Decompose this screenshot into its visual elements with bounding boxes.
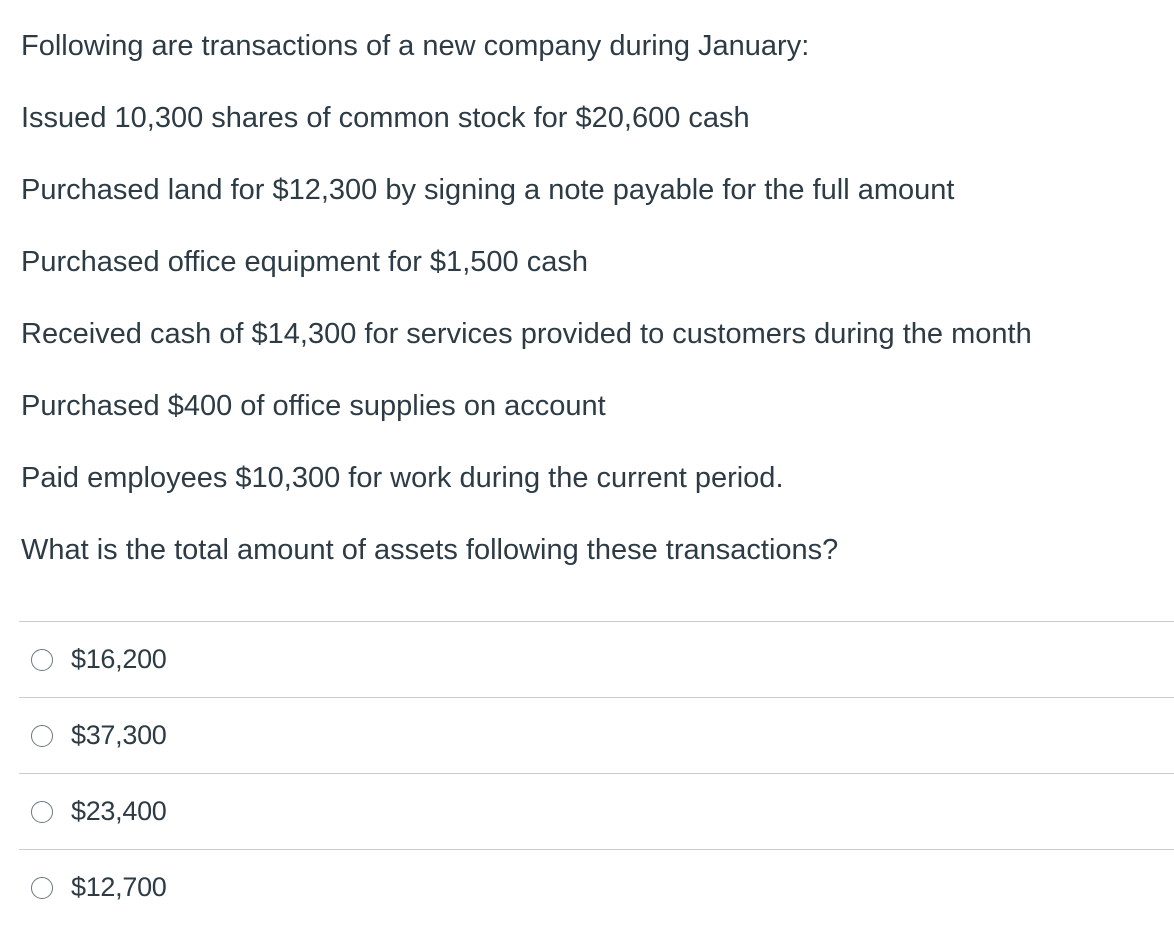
transaction-item: Purchased land for $12,300 by signing a note payable for the full amount [21, 174, 955, 206]
answer-option[interactable] [19, 850, 1174, 925]
question-intro: Following are transactions of a new company during January: [21, 30, 810, 62]
answer-list [19, 621, 1174, 925]
radio-button[interactable] [31, 877, 53, 899]
radio-button[interactable] [31, 801, 53, 823]
answer-option[interactable] [19, 774, 1174, 850]
transaction-item: Issued 10,300 shares of common stock for $20,600 cash [21, 102, 750, 134]
transaction-item: Purchased $400 of office supplies on account [21, 390, 606, 422]
transaction-item: Purchased office equipment for $1,500 cash [21, 246, 588, 278]
radio-button[interactable] [31, 649, 53, 671]
answer-option[interactable] [19, 698, 1174, 774]
transaction-item: Received cash of $14,300 for services provided to customers during the month [21, 318, 1032, 350]
question-text [21, 26, 1171, 602]
answer-label: $23,400 [71, 796, 167, 826]
answer-label: $37,300 [71, 720, 167, 750]
answer-label: $16,200 [71, 644, 167, 674]
question-prompt: What is the total amount of assets following these transactions? [21, 534, 839, 566]
answer-option[interactable] [19, 622, 1174, 698]
transaction-item: Paid employees $10,300 for work during the current period. [21, 462, 784, 494]
answer-label: $12,700 [71, 872, 167, 902]
radio-button[interactable] [31, 725, 53, 747]
